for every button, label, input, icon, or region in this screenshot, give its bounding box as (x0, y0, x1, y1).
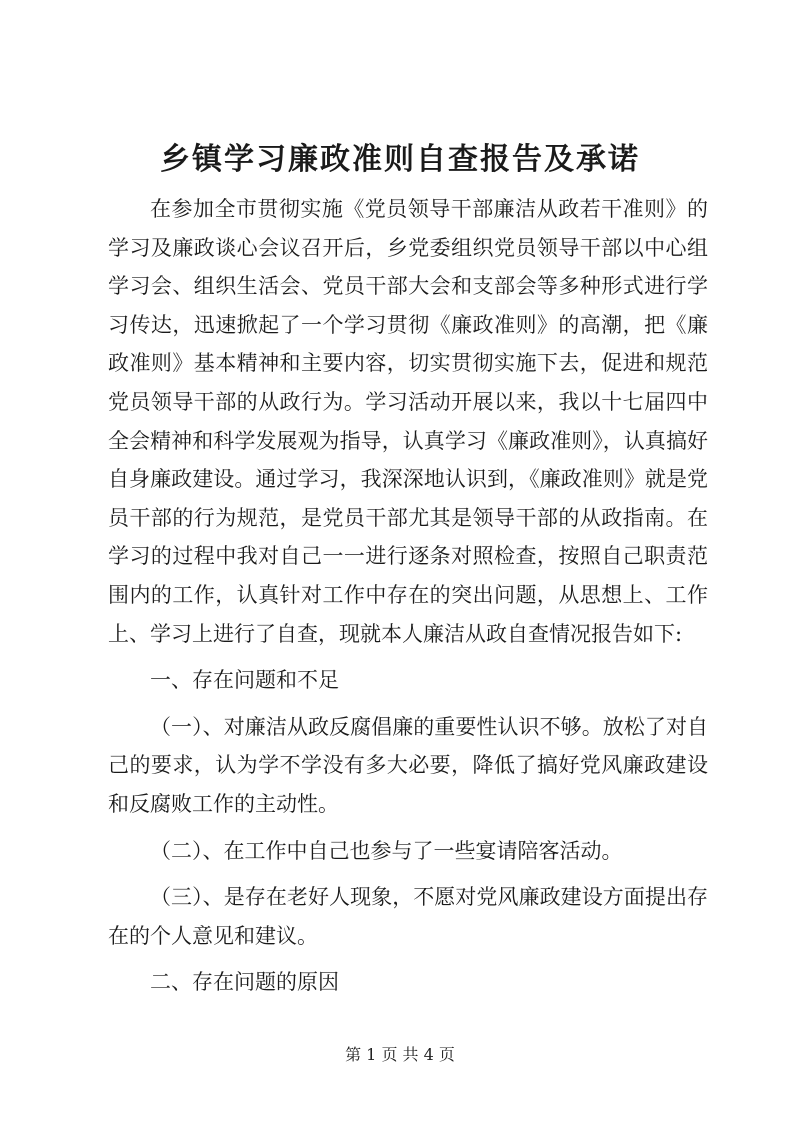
section-heading-1: 一、存在问题和不足 (150, 668, 339, 693)
issue-item-1: （一）、对廉洁从政反腐倡廉的重要性认识不够。放松了对自己的要求，认为学不学没有多大必要，降低了搞好党风廉政建设和反腐败工作的主动性。 (108, 714, 708, 816)
issue-item-2: （二）、在工作中自己也参与了一些宴请陪客活动。 (150, 838, 623, 863)
document-body (108, 190, 708, 1002)
issue-item-3: （三）、是存在老好人现象，不愿对党风廉政建设方面提出存在的个人意见和建议。 (108, 885, 708, 948)
section-heading-2: 二、存在问题的原因 (150, 970, 339, 995)
intro-paragraph: 在参加全市贯彻实施《党员领导干部廉洁从政若干准则》的学习及廉政谈心会议召开后，乡党委组织党员领导干部以中心组学习会、组织生活会、党员干部大会和支部会等多种形式进行学习传达，迅速掀起了一个学习贯彻《廉政准则》的高潮，把《廉政准则》基本精神和主要内容，切实贯彻实施下去，促进和规范党员领导干部的从政行为。学习活动开展以来，我以十七届四中全会精神和科学发展观为指导，认真学习《廉政准则》，认真搞好自身廉政建设。通过学习，我深深地认识到，《廉政准则》就是党员干部的行为规范，是党员干部尤其是领导干部的从政指南。在学习的过程中我对自己一一进行逐条对照检查，按照自己职责范围内的工作，认真针对工作中存在的突出问题，从思想上、工作上、学习上进行了自查，现就本人廉洁从政自查情况报告如下: (108, 197, 708, 646)
page-footer: 第 1 页 共 4 页 (345, 1045, 455, 1064)
document-title: 乡镇学习廉政准则自查报告及承诺 (160, 142, 640, 177)
